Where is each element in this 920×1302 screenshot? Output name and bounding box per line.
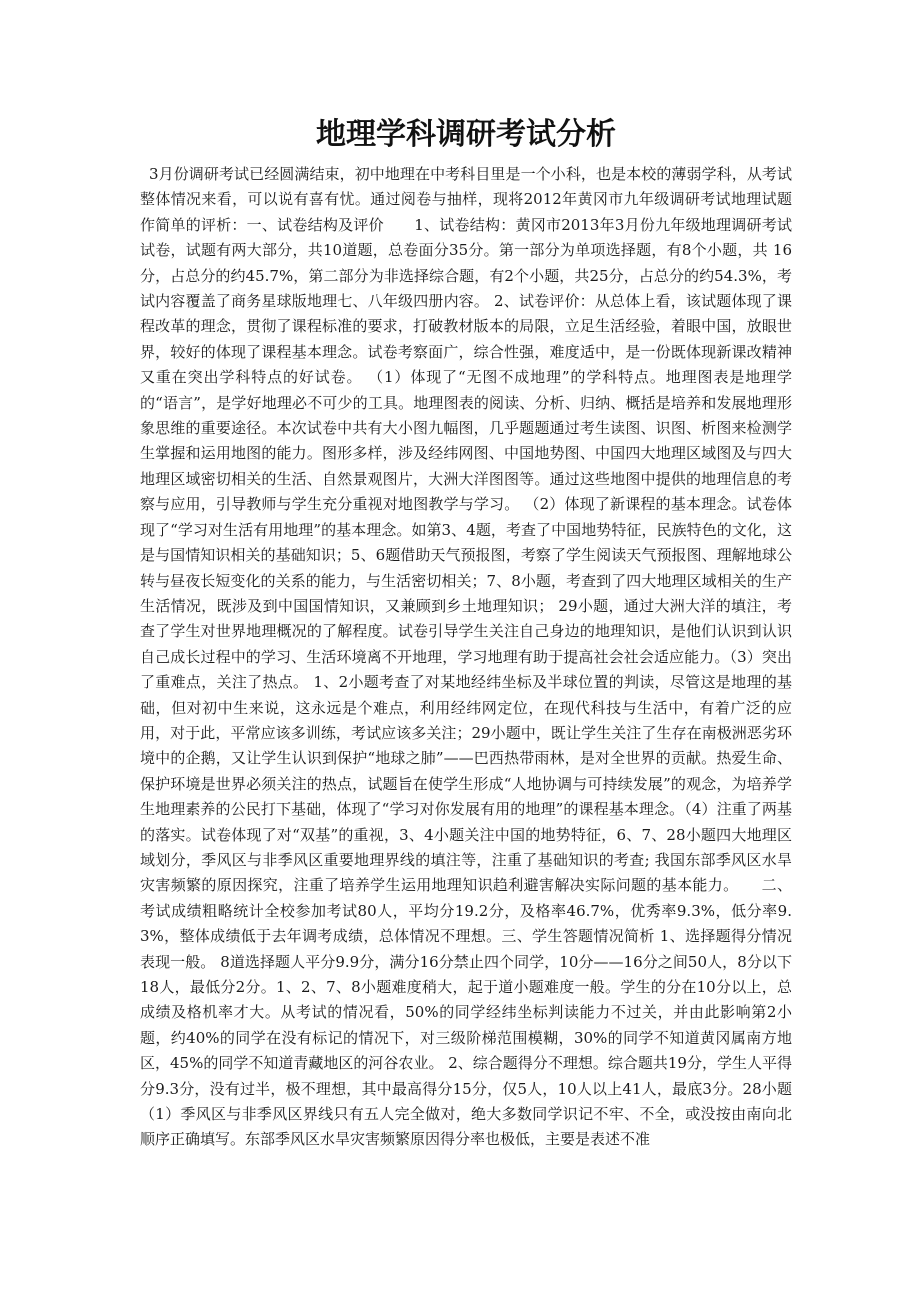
document-body: 3月份调研考试已经圆满结束，初中地理在中考科目里是一个小科，也是本校的薄弱学科，从考试整体情况来看，可以说有喜有忧。通过阅卷与抽样，现将2012年黄冈市九年级调研考试地理试题作简单的评析：一、试卷结构及评价 1、试卷结构：黄冈市2013年3月份九年级地理调研考试试卷，试题有两大部分，共10道题，总卷面分35分。第一部分为单项选择题，有8个小题，共 16分，占总分的约45.7%，第二部分为非选择综合题，有2个小题，共25分，占总分的约54.3%，考试内容覆盖了商务星球版地理七、八年级四册内容。 2、试卷评价：从总体上看，该试题体现了课程改革的理念，贯彻了课程标准的要求，打破教材版本的局限，立足生活经验，着眼中国，放眼世界，较好的体现了课程基本理念。试卷考察面广，综合性强，难度适中，是一份既体现新课改精神又重在突出学科特点的好试卷。 （1）体现了“无图不成地理”的学科特点。地理图表是地理学的“语言”，是学好地理必不可少的工具。地理图表的阅读、分析、归纳、概括是培养和发展地理形象思维的重要途径。本次试卷中共有大小图九幅图，几乎题题通过考生读图、识图、析图来检测学生掌握和运用地图的能力。图形多样，涉及经纬网图、中国地势图、中国四大地理区域图及与四大地理区域密切相关的生活、自然景观图片，大洲大洋图图等。通过这些地图中提供的地理信息的考察与应用，引导教师与学生充分重视对地图教学与学习。 （2）体现了新课程的基本理念。试卷体现了“学习对生活有用地理”的基本理念。如第3、4题，考查了中国地势特征，民族特色的文化，这是与国情知识相关的基础知识；5、6题借助天气预报图，考察了学生阅读天气预报图、理解地球公转与昼夜长短变化的关系的能力，与生活密切相关；7、8小题，考查到了四大地理区域相关的生产生活情况，既涉及到中国国情知识，又兼顾到乡土地理知识； 29小题，通过大洲大洋的填注，考查了学生对世界地理概况的了解程度。试卷引导学生关注自己身边的地理知识，是他们认识到认识自己成长过程中的学习、生活环境离不开地理，学习地理有助于提高社会社会适应能力。（3）突出了重难点，关注了热点。 1、2小题考查了对某地经纬坐标及半球位置的判读，尽管这是地理的基础，但对初中生来说，这永远是个难点，利用经纬网定位，在现代科技与生活中，有着广泛的应用，对于此，平常应该多训练，考试应该多关注；29小题中，既让学生关注了生存在南极洲恶劣环境中的企鹅，又让学生认识到保护“地球之肺”——巴西热带雨林，是对全世界的贡献。热爱生命、保护环境是世界必须关注的热点，试题旨在使学生形成“人地协调与可持续发展”的观念，为培养学生地理素养的公民打下基础，体现了“学习对你发展有用的地理”的课程基本理念。（4）注重了两基的落实。试卷体现了对“双基”的重视，3、4小题关注中国的地势特征，6、7、28小题四大地理区域划分，季风区与非季风区重要地理界线的填注等，注重了基础知识的考查; 我国东部季风区水旱灾害频繁的原因探究，注重了培养学生运用地理知识趋利避害解决实际问题的基本能力。 二、考试成绩粗略统计全校参加考试80人，平均分19.2分，及格率46.7%，优秀率9.3%，低分率9.3%，整体成绩低于去年调考成绩，总体情况不理想。三、学生答题情况简析 1、选择题得分情况表现一般。 8道选择题人平分9.9分，满分16分禁止四个同学，10分——16分之间50人，8分以下18人，最低分2分。1、2、7、8小题难度稍大，起于道小题难度一般。学生的分在10分以上，总成绩及格机率才大。从考试的情况看，50%的同学经纬坐标判读能力不过关，并由此影响第2小题，约40%的同学在没有标记的情况下，对三级阶梯范围模糊，30%的同学不知道黄冈属南方地区，45%的同学不知道青藏地区的河谷农业。 2、综合题得分不理想。综合题共19分，学生人平得分9.3分，没有过半，极不理想，其中最高得分15分，仅5人，10人以上41人，最底3分。28小题（1）季风区与非季风区界线只有五人完全做对，绝大多数同学识记不牢、不全，或没按由南向北顺序正确填写。东部季风区水旱灾害频繁原因得分率也极低，主要是表述不准 [140,165,792,1149]
document-title: 地理学科调研考试分析 [316,117,616,152]
